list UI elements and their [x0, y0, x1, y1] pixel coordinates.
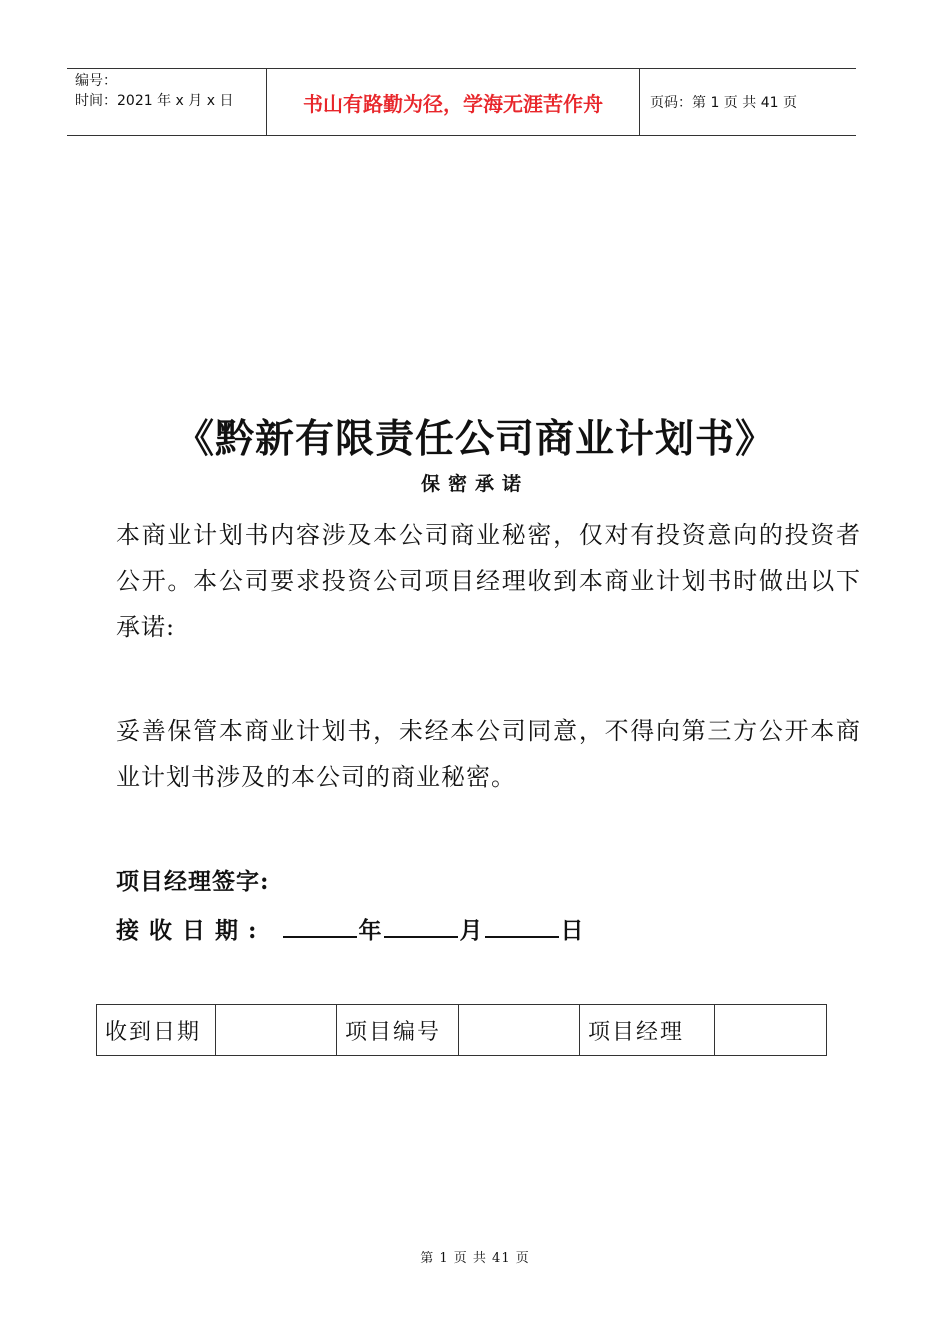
month-label: 月	[459, 917, 483, 944]
page-footer: 第 1 页 共 41 页	[420, 1251, 530, 1266]
received-date-header: 收到日期	[97, 1005, 216, 1056]
project-number-header: 项目编号	[337, 1005, 459, 1056]
project-manager-cell	[715, 1005, 827, 1056]
year-blank	[283, 914, 357, 938]
receipt-info-table	[96, 1004, 827, 1056]
header-meta	[67, 69, 267, 135]
month-blank	[384, 914, 458, 938]
header-time-label: 时间：2021 年 x 月 x 日	[75, 93, 234, 109]
table-row	[97, 1005, 827, 1056]
document-title: 《黔新有限责任公司商业计划书》	[174, 416, 775, 462]
header-motto: 书山有路勤为径，学海无涯苦作舟	[267, 69, 640, 135]
page-header	[67, 68, 856, 136]
receive-date-label: 接收日期:	[116, 917, 267, 944]
header-number-label: 编号：	[75, 73, 117, 89]
received-date-cell	[216, 1005, 337, 1056]
day-label: 日	[560, 917, 584, 944]
header-page-info: 页码：第 1 页 共 41 页	[650, 95, 797, 111]
signature-label: 项目经理签字:	[116, 868, 270, 895]
project-manager-header: 项目经理	[580, 1005, 715, 1056]
year-label: 年	[358, 917, 382, 944]
receive-date-row	[116, 912, 584, 945]
intro-paragraph: 本商业计划书内容涉及本公司商业秘密，仅对有投资意向的投资者公开。本公司要求投资公司项目经理收到本商业计划书时做出以下承诺:	[116, 521, 861, 641]
section-subtitle: 保密承诺	[420, 473, 529, 495]
project-number-cell	[459, 1005, 580, 1056]
day-blank	[485, 914, 559, 938]
promise-paragraph: 妥善保管本商业计划书，未经本公司同意，不得向第三方公开本商业计划书涉及的本公司的商业秘密。	[116, 717, 861, 791]
